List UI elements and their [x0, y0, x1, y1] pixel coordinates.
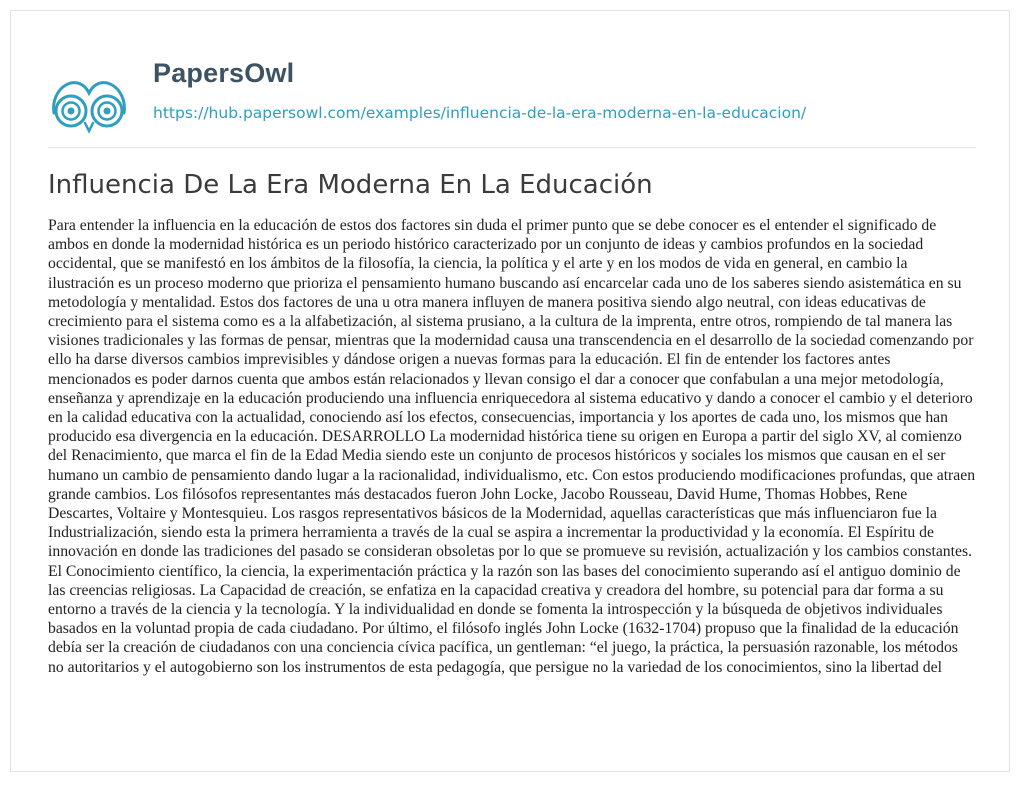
document-title: Influencia De La Era Moderna En La Educación — [48, 170, 653, 200]
header-divider — [48, 147, 976, 148]
document-body: Para entender la influencia en la educación de estos dos factores sin duda el primer punto que se debe conocer es el entender el significado de ambos en donde la modernidad histórica es un periodo histórico caracterizado por un conjunto de ideas y cambios profundos en la sociedad occidental, que se manifestó en los ámbitos de la filosofía, la ciencia, la política y el arte y en los modos de vida en general, en cambio la ilustración es un proceso moderno que prioriza el pensamiento humano buscando así encarcelar cada uno de los saberes siendo asistemática en su metodología y mentalidad. Estos dos factores de una u otra manera influyen de manera positiva siendo algo neutral, con ideas educativas de crecimiento para el sistema como es a la alfabetización, al sistema prusiano, a la cultura de la imprenta, entre otros, rompiendo de tal manera las visiones tradicionales y las formas de pensar, mientras que la modernidad causa una transcendencia en el desarrollo de la sociedad comenzando por ello ha darse diversos cambios imprevisibles y dándose origen a nuevas formas para la educación. El fin de entender los factores antes mencionados es poder darnos cuenta que ambos están relacionados y llevan consigo el dar a conocer que confabulan a una mejor metodología, enseñanza y aprendizaje en la educación produciendo una influencia enriquecedora al sistema educativo y dando a conocer el cambio y el deterioro en la calidad educativa con la actualidad, conociendo así los efectos, consecuencias, importancia y los aportes de cada uno, los mismos que han producido esa divergencia en la educación. DESARROLLO La modernidad histórica tiene su origen en Europa a partir del siglo XV, al comienzo del Renacimiento, que marca el fin de la Edad Media siendo este un conjunto de procesos históricos y sociales los mismos que causan en el ser humano un cambio de pensamiento dando lugar a la racionalidad, individualismo, etc. Con estos produciendo modificaciones profundas, que atraen grande cambios. Los filósofos representantes más destacados fueron John Locke, Jacobo Rousseau, David Hume, Thomas Hobbes, Rene Descartes, Voltaire y Montesquieu. Los rasgos representativos básicos de la Modernidad, aquellas características que más influenciaron fue la Industrialización, siendo esta la primera herramienta a través de la cual se aspira a incrementar la productividad y la economía. El Espíritu de innovación en donde las tradiciones del pasado se consideran obsoletas por lo que se promueve su revisión, actualización y los cambios constantes. El Conocimiento científico, la ciencia, la experimentación práctica y la razón son las bases del conocimiento superando así el antiguo dominio de las creencias religiosas. La Capacidad de creación, se enfatiza en la capacidad creativa y creadora del hombre, su potencial para dar forma a su entorno a través de la ciencia y la tecnología. Y la individualidad en donde se fomenta la introspección y la búsqueda de objetivos individuales basados en la voluntad propia de cada ciudadano. Por último, el filósofo inglés John Locke (1632-1704) propuso que la finalidad de la educación debía ser la creación de ciudadanos con una conciencia cívica pacífica, un gentleman: “el juego, la práctica, la persuasión razonable, los métodos no autoritarios y el autogobierno son los instrumentos de esta pedagogía, que persigue no la variedad de los conocimientos, sino la libertad del — [48, 217, 976, 676]
owl-eyes-icon — [48, 67, 130, 137]
source-url-link[interactable]: https://hub.papersowl.com/examples/influencia-de-la-era-moderna-en-la-educacion/ — [153, 104, 807, 122]
brand-name[interactable]: PapersOwl — [153, 58, 295, 88]
